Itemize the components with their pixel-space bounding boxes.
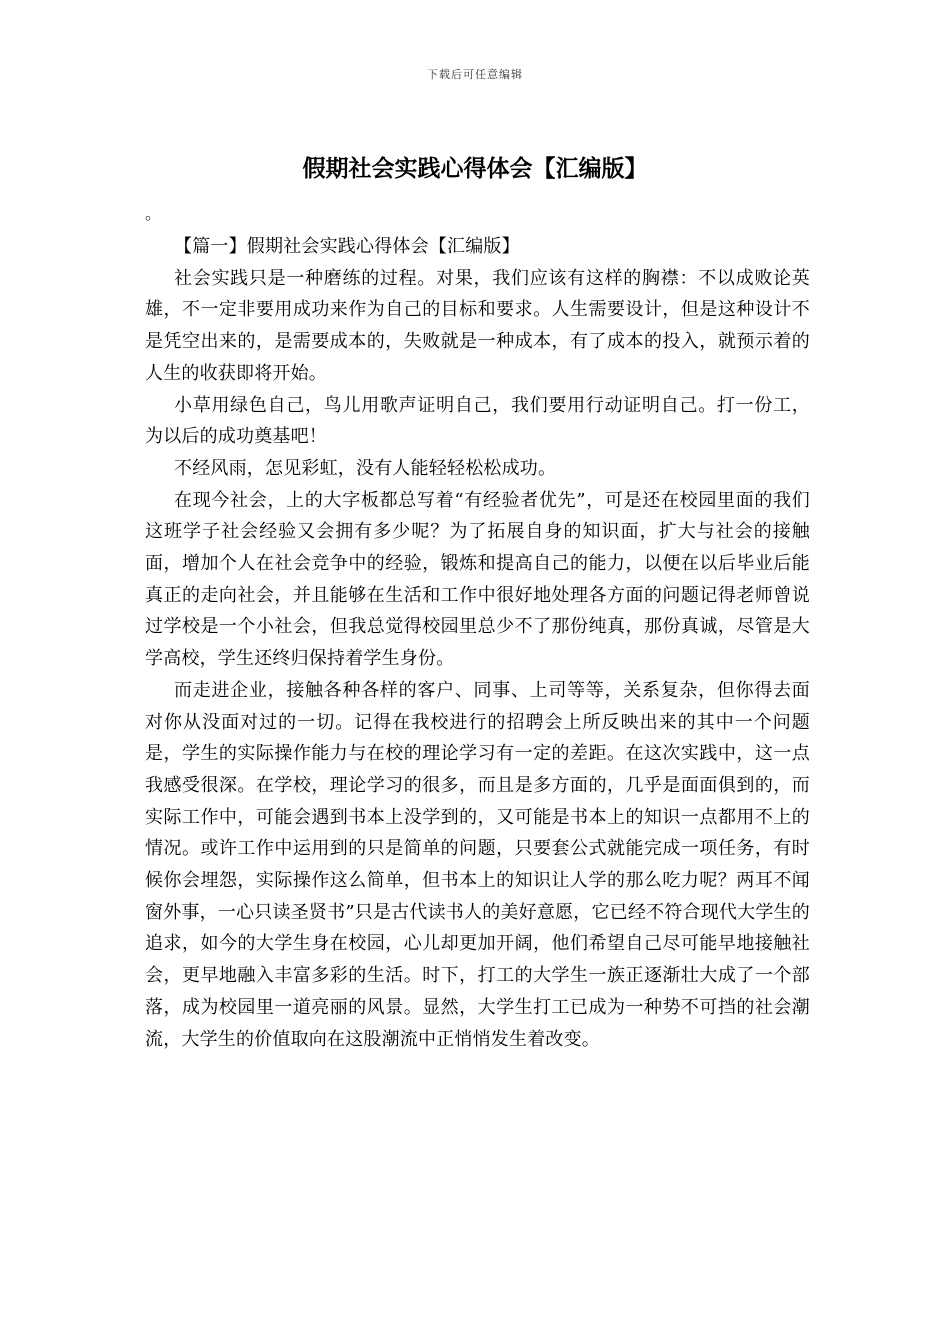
document-title: 假期社会实践心得体会【汇编版】 <box>302 156 648 182</box>
document-body <box>145 231 810 1055</box>
section-heading: 【篇一】假期社会实践心得体会【汇编版】 <box>174 236 520 257</box>
paragraph: 而走进企业，接触各种各样的客户、同事、上司等等，关系复杂，但你得去面对你从没面对过的一切。记得在我校进行的招聘会上所反映出来的其中一个问题是，学生的实际操作能力与在校的理论学习有一定的差距。在这次实践中，这一点我感受很深。在学校，理论学习的很多，而且是多方面的，几乎是面面俱到的，而实际工作中，可能会遇到书本上没学到的，又可能是书本上的知识一点都用不上的情况。或许工作中运用到的只是简单的问题，只要套公式就能完成一项任务，有时候你会埋怨，实际操作这么简单，但书本上的知识让人学的那么吃力呢？两耳不闻窗外事，一心只读圣贤书”只是古代读书人的美好意愿，它已经不符合现代大学生的追求，如今的大学生身在校园，心儿却更加开阔，他们希望自己尽可能早地接触社会，更早地融入丰富多彩的生活。时下，打工的大学生一族正逐渐壮大成了一个部落，成为校园里一道亮丽的风景。显然，大学生打工已成为一种势不可挡的社会潮流，大学生的价值取向在这股潮流中正悄悄发生着改变。 <box>145 679 810 1050</box>
lead-mark: 。 <box>145 204 162 223</box>
header-note: 下载后可任意编辑 <box>427 68 523 81</box>
paragraph: 小草用绿色自己，鸟儿用歌声证明自己，我们要用行动证明自己。打一份工，为以后的成功奠基吧！ <box>145 394 810 448</box>
paragraph: 在现今社会，上的大字板都总写着“有经验者优先”，可是还在校园里面的我们这班学子社会经验又会拥有多少呢？为了拓展自身的知识面，扩大与社会的接触面，增加个人在社会竞争中的经验，锻炼和提高自己的能力，以便在以后毕业后能真正的走向社会，并且能够在生活和工作中很好地处理各方面的问题记得老师曾说过学校是一个小社会，但我总觉得校园里总少不了那份纯真，那份真诚，尽管是大学高校，学生还终归保持着学生身份。 <box>145 489 810 670</box>
paragraph: 社会实践只是一种磨练的过程。对果，我们应该有这样的胸襟：不以成败论英雄，不一定非要用成功来作为自己的目标和要求。人生需要设计，但是这种设计不是凭空出来的，是需要成本的，失败就是一种成本，有了成本的投入，就预示着的人生的收获即将开始。 <box>145 267 810 384</box>
paragraph: 不经风雨，怎见彩虹，没有人能轻轻松松成功。 <box>174 457 557 479</box>
